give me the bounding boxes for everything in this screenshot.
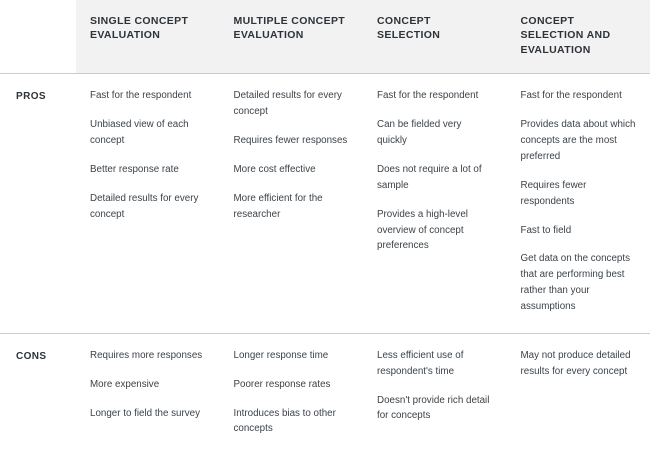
list-item: Requires more responses (90, 348, 206, 364)
list-item: Fast to field (521, 223, 637, 239)
list-item: More expensive (90, 377, 206, 393)
list-item: Requires fewer responses (234, 133, 350, 149)
cell-cons-concept-selection (363, 333, 507, 455)
list-item: More cost effective (234, 162, 350, 178)
table-body (0, 74, 650, 455)
row-label-cons: CONS (0, 333, 76, 455)
list-item: Longer to field the survey (90, 406, 206, 422)
table-corner-cell (0, 0, 76, 74)
cell-cons-multiple-concept-evaluation (220, 333, 364, 455)
item-list (90, 348, 206, 422)
list-item: Provides a high-level overview of concept preferences (377, 207, 493, 255)
item-list (90, 88, 206, 222)
list-item: Detailed results for every concept (90, 191, 206, 223)
list-item: Better response rate (90, 162, 206, 178)
cell-pros-concept-selection (363, 74, 507, 333)
cell-pros-single-concept-evaluation (76, 74, 220, 333)
cell-cons-single-concept-evaluation (76, 333, 220, 455)
list-item: Fast for the respondent (90, 88, 206, 104)
list-item: Doesn't provide rich detail for concepts (377, 393, 493, 425)
list-item: Detailed results for every concept (234, 88, 350, 120)
list-item: More efficient for the researcher (234, 191, 350, 223)
list-item: Less efficient use of respondent's time (377, 348, 493, 380)
list-item: Get data on the concepts that are performing best rather than your assumptions (521, 251, 637, 314)
cell-pros-multiple-concept-evaluation (220, 74, 364, 333)
item-list (377, 88, 493, 254)
list-item: Longer response time (234, 348, 350, 364)
cell-pros-concept-selection-and-evaluation (507, 74, 650, 333)
item-list (234, 348, 350, 437)
table-row-pros (0, 74, 650, 333)
column-header-single-concept-evaluation: SINGLE CONCEPT EVALUATION (76, 0, 220, 74)
list-item: Does not require a lot of sample (377, 162, 493, 194)
row-label-pros: PROS (0, 74, 76, 333)
list-item: May not produce detailed results for every concept (521, 348, 637, 380)
table-row-cons (0, 333, 650, 455)
item-list (234, 88, 350, 222)
list-item: Fast for the respondent (521, 88, 637, 104)
list-item: Requires fewer respondents (521, 178, 637, 210)
list-item: Fast for the respondent (377, 88, 493, 104)
list-item: Provides data about which concepts are the most preferred (521, 117, 637, 165)
list-item: Can be fielded very quickly (377, 117, 493, 149)
table-header (0, 0, 650, 74)
column-header-multiple-concept-evaluation: MULTIPLE CONCEPT EVALUATION (220, 0, 364, 74)
header-row (0, 0, 650, 74)
list-item: Poorer response rates (234, 377, 350, 393)
list-item: Introduces bias to other concepts (234, 406, 350, 438)
column-header-concept-selection-and-evaluation: CONCEPT SELECTION AND EVALUATION (507, 0, 650, 74)
item-list (521, 88, 637, 314)
item-list (377, 348, 493, 424)
column-header-concept-selection: CONCEPT SELECTION (363, 0, 507, 74)
cell-cons-concept-selection-and-evaluation (507, 333, 650, 455)
list-item: Unbiased view of each concept (90, 117, 206, 149)
item-list (521, 348, 637, 380)
